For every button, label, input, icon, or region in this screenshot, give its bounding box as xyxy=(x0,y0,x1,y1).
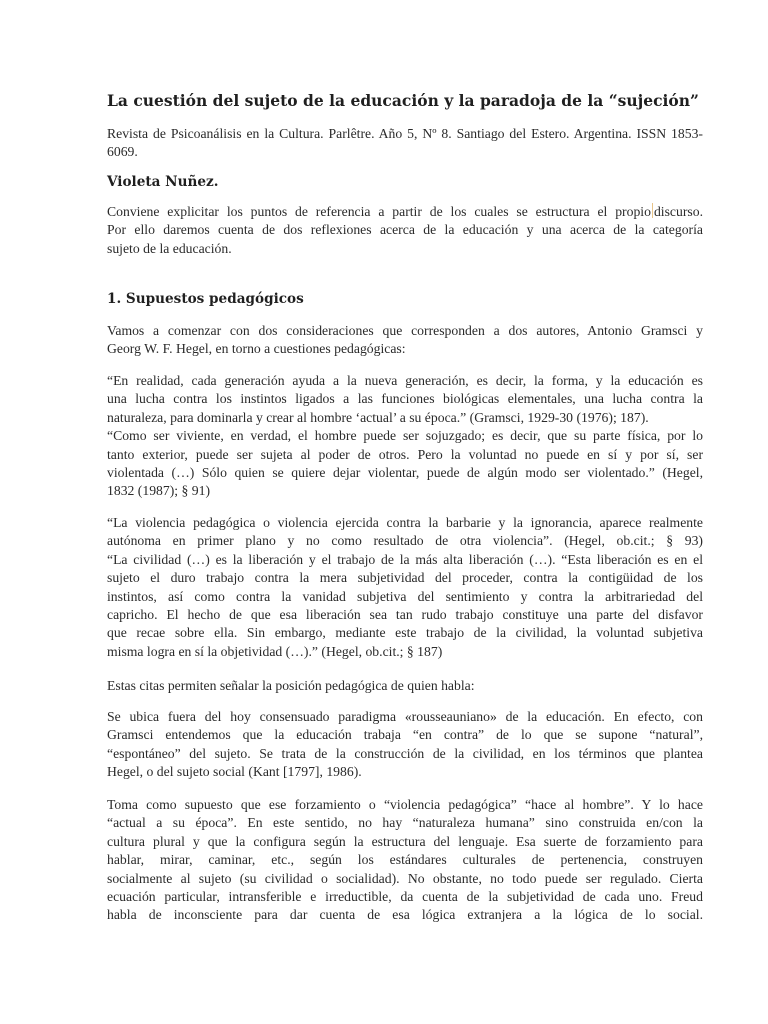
document-title: La cuestión del sujeto de la educación y la paradoja de la “sujeción” xyxy=(107,91,699,110)
section-heading: 1. Supuestos pedagógicos xyxy=(107,291,304,307)
intro-line: sujeto de la educación. xyxy=(107,240,232,256)
paragraph-line: una lucha contra los instintos ligados a las funciones biológicas elementales, una lucha contra la xyxy=(107,391,703,407)
quote-paragraph-2 xyxy=(107,514,703,661)
paragraph-line: “actual a su época”. En este sentido, no hay “naturaleza humana” sino construida en/con la xyxy=(107,815,703,831)
intro-paragraph xyxy=(107,203,703,258)
paragraph-line: misma logra en sí la objetividad (…).” (Hegel, ob.cit.; § 187) xyxy=(107,643,443,659)
paragraph-line: “La civilidad (…) es la liberación y el trabajo de la más alta liberación (…). “Esta liberación es en el xyxy=(107,551,703,567)
paragraph-line: Vamos a comenzar con dos consideraciones que corresponden a dos autores, Antonio Gramsci y xyxy=(107,323,703,338)
ubica-paragraph xyxy=(107,708,703,782)
paragraph-line: Estas citas permiten señalar la posición pedagógica de quien habla: xyxy=(107,678,475,693)
toma-paragraph xyxy=(107,796,703,925)
paragraph-line: Se ubica fuera del hoy consensuado paradigma «rousseauniano» de la educación. En efecto, con xyxy=(107,709,703,724)
paragraph-line: ecuación particular, intransferible e irreductible, da cuenta de la subjetividad de cada uno. Freud xyxy=(107,889,703,905)
text-cursor xyxy=(652,203,653,218)
authors-paragraph xyxy=(107,322,703,359)
intro-line xyxy=(107,203,703,221)
source-line: Revista de Psicoanálisis en la Cultura. Parlêtre. Año 5, Nº 8. Santiago del Estero. Argentina. ISSN 1853- xyxy=(107,126,703,141)
paragraph-line: instintos, así como contra la vanidad subjetiva del sentimiento y contra la arbitrariedad del xyxy=(107,588,703,604)
intro-line: Por ello daremos cuenta de dos reflexiones acerca de la educación y una acerca de la categoría xyxy=(107,222,703,238)
paragraph-line: habla de inconsciente para dar cuenta de esa lógica extranjera a la lógica de lo social. xyxy=(107,907,703,923)
paragraph-line: 1832 (1987); § 91) xyxy=(107,483,211,499)
paragraph-line: “La violencia pedagógica o violencia ejercida contra la barbarie y la ignorancia, aparece realmente xyxy=(107,515,703,530)
paragraph-line: naturaleza, para dominarla y crear al hombre ‘actual’ a su época.” (Gramsci, 1929-30 (1976); 187). xyxy=(107,409,649,425)
intro-line-part: Conviene explicitar los puntos de referencia a partir de los cuales se estructura el propio xyxy=(107,204,651,219)
paragraph-line: tanto exterior, puede ser sujeta al poder de otros. Pero la voluntad no puede en sí y por sí, ser xyxy=(107,446,703,462)
paragraph-line: Toma como supuesto que ese forzamiento o “violencia pedagógica” “hace al hombre”. Y lo hace xyxy=(107,797,703,812)
paragraph-line: socialmente al sujeto (su civilidad o socialidad). No obstante, no todo puede ser regulado. Cierta xyxy=(107,870,703,886)
paragraph-line: Hegel, o del sujeto social (Kant [1797], 1986). xyxy=(107,764,362,780)
paragraph-line: “espontáneo” del sujeto. Se trata de la construcción de la civilidad, en los términos que plantea xyxy=(107,745,703,761)
source-line: 6069. xyxy=(107,144,138,160)
paragraph-line: “Como ser viviente, en verdad, el hombre puede ser sojuzgado; es decir, que su parte física, por lo xyxy=(107,428,703,444)
author-name: Violeta Nuñez. xyxy=(107,174,219,190)
paragraph-line: capricho. El hecho de que esa liberación sea tan rudo trabajo constituye una parte del disfavor xyxy=(107,607,703,623)
paragraph-line: cultura plural y que la configura según la estructura del lenguaje. Esa suerte de forzamiento para xyxy=(107,833,703,849)
intro-line-part: discurso. xyxy=(653,204,703,219)
paragraph-line: Gramsci entendemos que la educación trabaja “en contra” de lo que se supone “natural”, xyxy=(107,727,703,743)
paragraph-line: “En realidad, cada generación ayuda a la nueva generación, es decir, la forma, y la educación es xyxy=(107,373,703,388)
paragraph-line: sujeto el duro trabajo contra la mera subjetividad del proceder, contra la contigüidad de los xyxy=(107,570,703,586)
paragraph-line: Georg W. F. Hegel, en torno a cuestiones pedagógicas: xyxy=(107,341,406,357)
quote-paragraph-1 xyxy=(107,372,703,501)
paragraph-line: hablar, mirar, caminar, etc., según los estándares culturales de pertenencia, construyen xyxy=(107,852,703,868)
source-citation xyxy=(107,125,703,162)
paragraph-line: autónoma en primer plano y no como resultado de otra violencia”. (Hegel, ob.cit.; § 93) xyxy=(107,533,703,549)
citas-paragraph xyxy=(107,677,703,695)
paragraph-line: violentada (…) Sólo quien se quiere dejar violentar, puede de algún modo ser violentado.” (Hegel, xyxy=(107,465,703,481)
paragraph-line: que recae sobre ella. Sin embargo, mediante este trabajo de la civilidad, la voluntad subjetiva xyxy=(107,625,703,641)
